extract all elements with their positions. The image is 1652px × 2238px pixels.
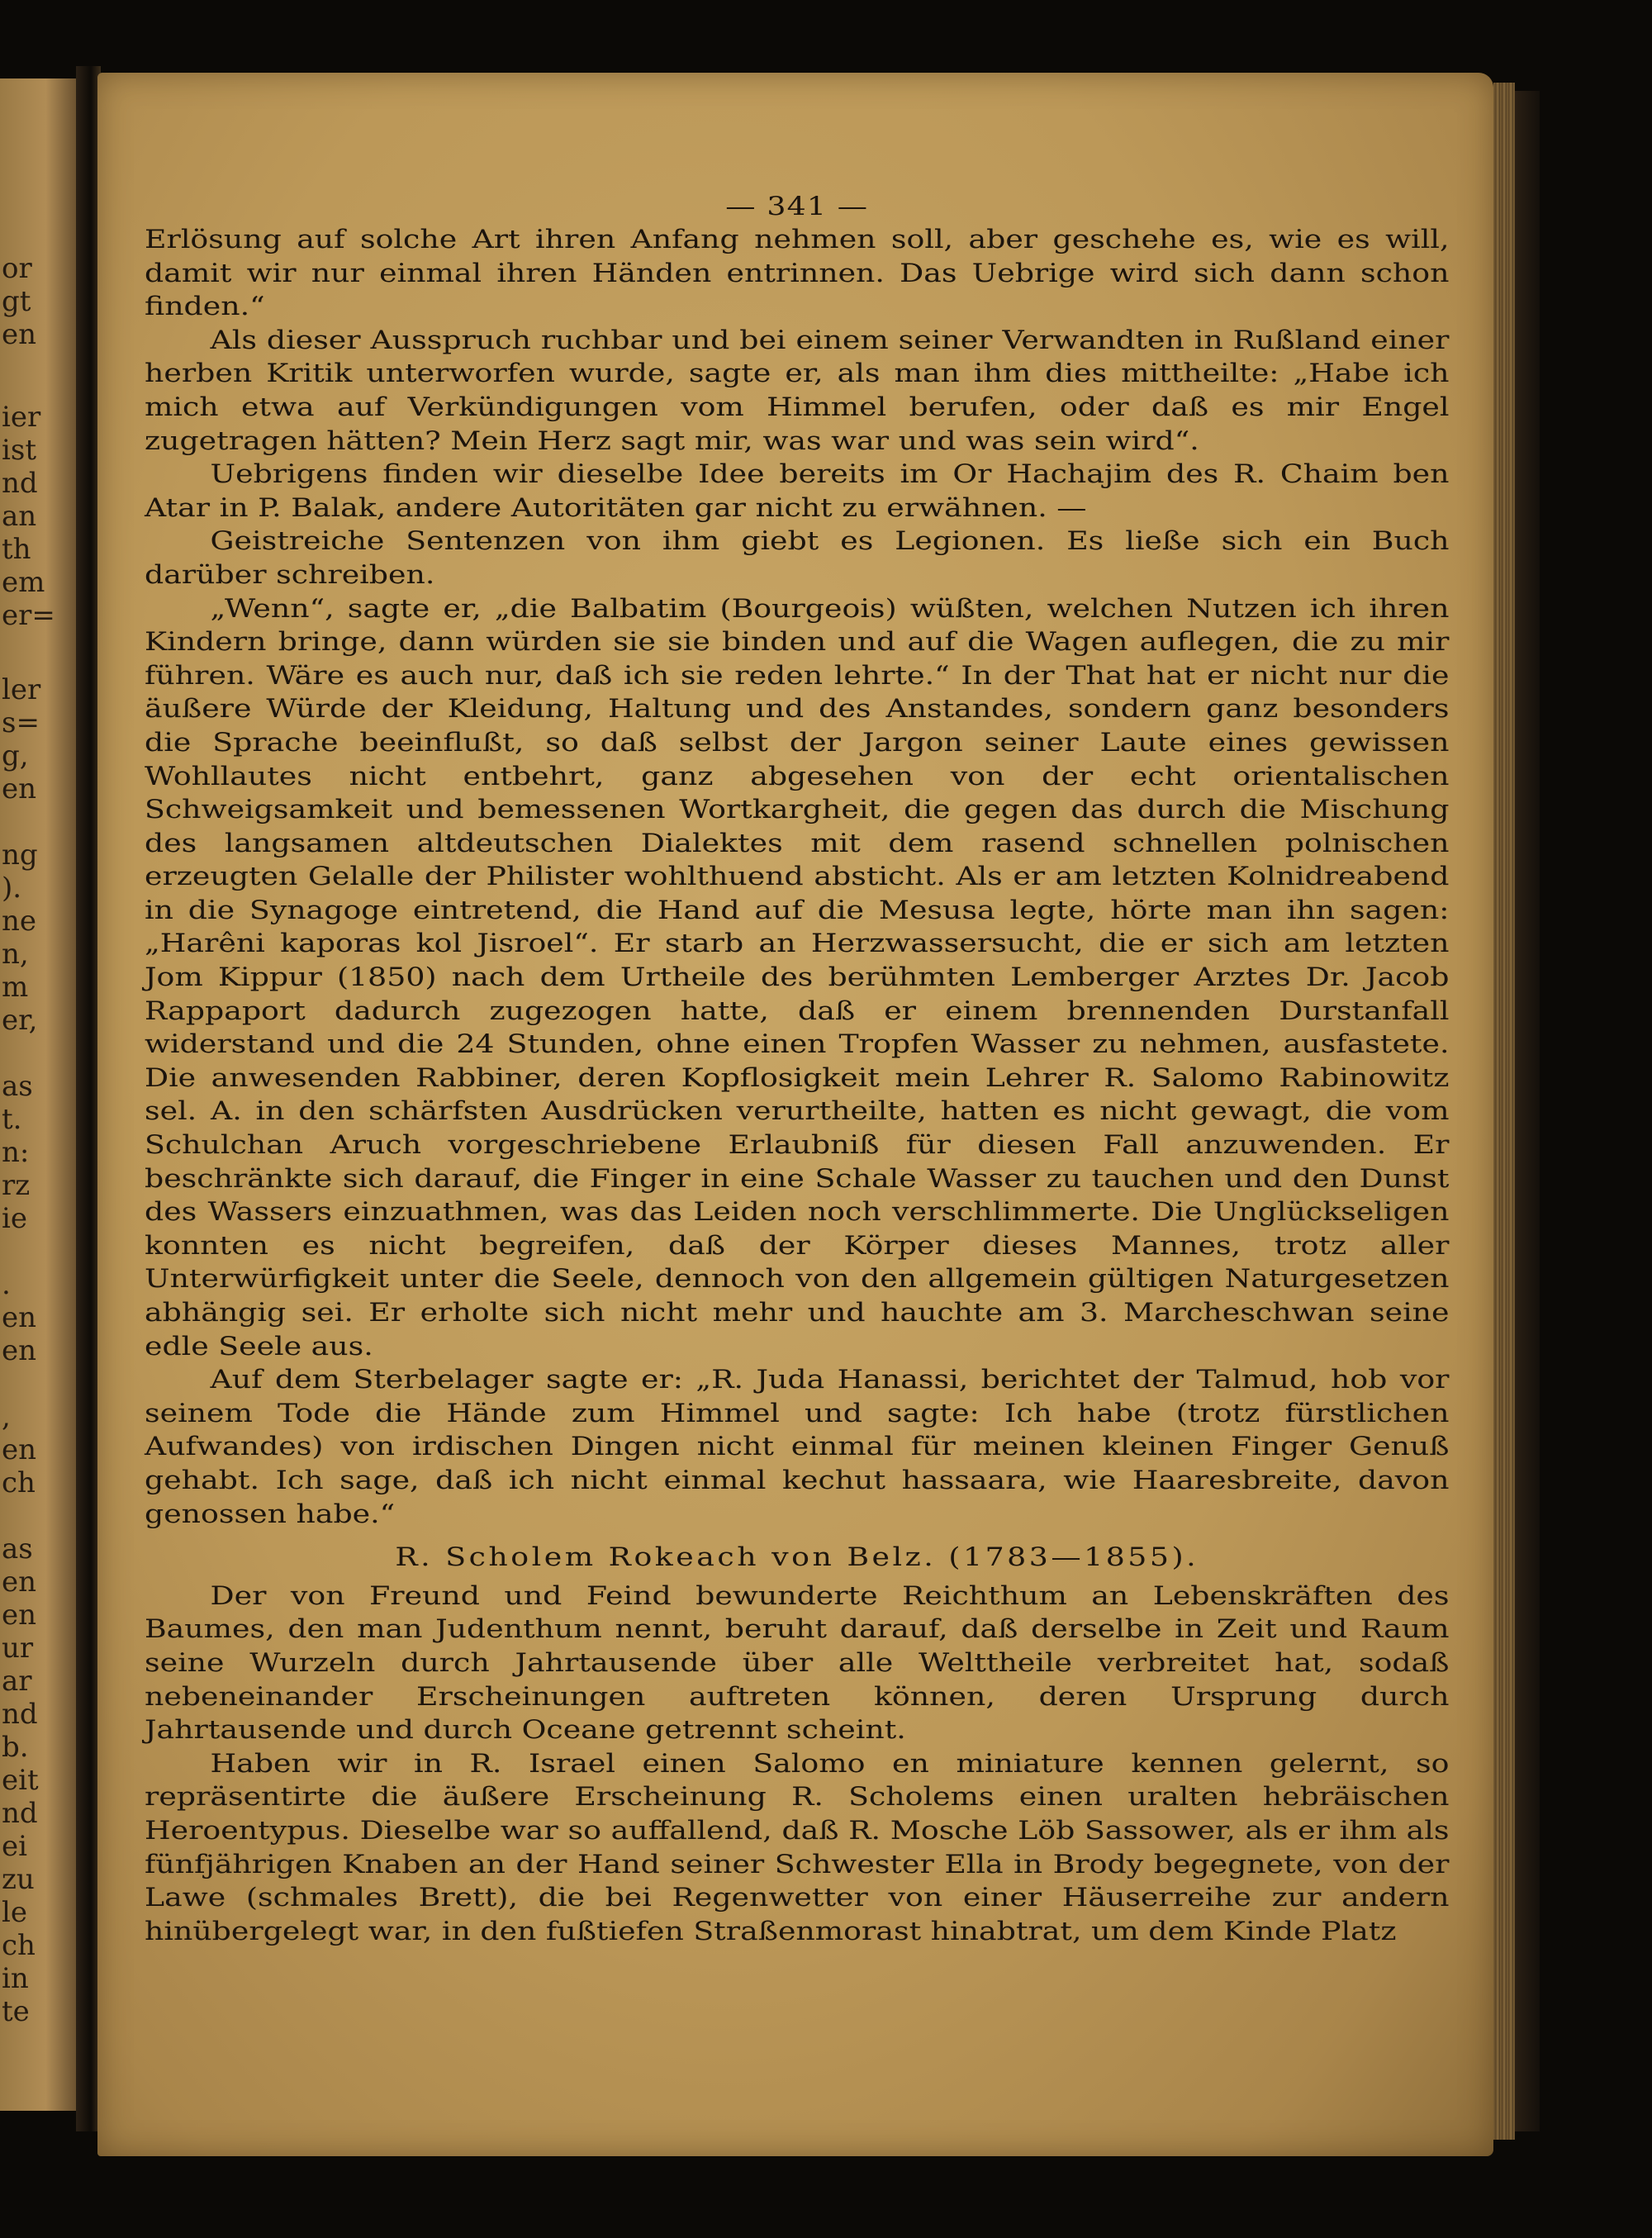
prev-fragment: nd: [2, 1797, 38, 1830]
prev-fragment: t.: [2, 1103, 22, 1136]
prev-fragment: en: [2, 1301, 37, 1334]
prev-fragment: en: [2, 318, 37, 351]
prev-fragment: en: [2, 1334, 37, 1367]
prev-fragment: .: [2, 1268, 11, 1301]
prev-fragment: ei: [2, 1830, 27, 1863]
page-number: — 341 —: [725, 192, 869, 221]
prev-fragment: an: [2, 500, 37, 533]
page-stack-edge: [1493, 83, 1515, 2140]
prev-fragment: en: [2, 1566, 37, 1599]
prev-fragment: en: [2, 1433, 37, 1466]
paragraph: Der von Freund und Feind bewunderte Reichthum an Lebenskräften des Baumes, den man Judenthum nennt, beruht darauf, daß derselbe in Zeit und Raum seine Wurzeln durch Jahrtausende über alle Welttheile verbreitet hat, sodaß nebeneinander Erscheinungen auftreten können, deren Ursprung durch Jahrtausende und durch Oceane getrennt scheint.: [145, 1580, 1450, 1746]
prev-fragment: zu: [2, 1863, 35, 1896]
prev-fragment: rz: [2, 1169, 31, 1202]
prev-fragment: as: [2, 1070, 33, 1103]
paragraph: Auf dem Sterbelager sagte er: „R. Juda Hanassi, berichtet der Talmud, hob vor seinem Tode die Hände zum Himmel und sagte: Ich habe (trotz fürstlichen Aufwandes) von irdischen Dingen nicht einmal für meinen kleinen Finger Genuß gehabt. Ich sage, daß ich nicht einmal kechut hassaara, wie Haaresbreite, davon genossen habe.“: [145, 1365, 1450, 1529]
prev-fragment: n,: [2, 938, 29, 971]
book-cover-edge: [1515, 91, 1540, 2131]
prev-fragment: er=: [2, 599, 55, 632]
prev-fragment: ie: [2, 1202, 27, 1235]
prev-fragment: ar: [2, 1665, 32, 1698]
prev-fragment: g,: [2, 739, 29, 772]
paragraph: Uebrigens finden wir dieselbe Idee bereits im Or Hachajim des R. Chaim ben Atar in P. Balak, andere Autoritäten gar nicht zu erwähnen. —: [145, 459, 1450, 523]
prev-fragment: ist: [2, 434, 36, 467]
prev-fragment: ler: [2, 673, 41, 706]
paragraph: Geistreiche Sentenzen von ihm giebt es Legionen. Es ließe sich ein Buch darüber schreiben.: [145, 526, 1450, 590]
paragraph: Als dieser Ausspruch ruchbar und bei einem seiner Verwandten in Rußland einer herben Kritik unterworfen wurde, sagte er, als man ihm dies mittheilte: „Habe ich mich etwa auf Verkündigungen vom Himmel berufen, oder daß es mir Engel zugetragen hätten? Mein Herz sagt mir, was war und was sein wird“.: [145, 325, 1450, 456]
prev-fragment: eit: [2, 1764, 39, 1797]
prev-fragment: ier: [2, 401, 41, 434]
prev-fragment: er,: [2, 1004, 38, 1037]
prev-fragment: em: [2, 566, 45, 599]
paragraph: „Wenn“, sagte er, „die Balbatim (Bourgeois) wüßten, welchen Nutzen ich ihren Kindern bringe, dann würden sie sie binden und auf die Wagen auflegen, die zu mir führen. Wäre es auch nur, daß ich sie reden lehrte.“ In der That hat er nicht nur die äußere Würde der Kleidung, Haltung und des Anstandes, sondern ganz besonders die Sprache beeinflußt, so daß selbst der Jargon seiner Laute eines gewissen Wohllautes nicht entbehrt, ganz abgesehen von der echt orientalischen Schweigsamkeit und bemessenen Wortkargheit, die gegen das durch die Mischung des langsamen altdeutschen Dialektes mit dem rasend schnellen polnischen erzeugten Gelalle der Philister wohlthuend absticht. Als er am letzten Kolnidreabend in die Synagoge eintretend, die Hand auf die Mesusa legte, hörte man ihn sagen: „Harêni kaporas kol Jisroel“. Er starb an Herzwassersucht, die er sich am letzten Jom Kippur (1850) nach dem Urtheile des berühmten Lemberger Arztes Dr. Jacob Rappaport dadurch zugezogen hatte, daß er einem brennenden Durstanfall widerstand und die 24 Stunden, ohne einen Tropfen Wasser zu nehmen, ausfastete. Die anwesenden Rabbiner, deren Kopflosigkeit mein Lehrer R. Salomo Rabinowitz sel. A. in den schärfsten Ausdrücken verurtheilte, hatten es nicht gewagt, die vom Schulchan Aruch vorgeschriebene Erlaubniß für diesen Fall anzuwenden. Er beschränkte sich darauf, die Finger in eine Schale Wasser zu tauchen und den Dunst des Wassers einzuathmen, was das Leiden noch verschlimmerte. Die Unglückseligen konnten es nicht begreifen, daß der Körper dieses Mannes, trotz aller Unterwürfigkeit unter die Seele, dennoch von den allgemein gültigen Naturgesetzen abhängig sei. Er erholte sich nicht mehr und hauchte am 3. Marcheschwan seine edle Seele aus.: [145, 593, 1450, 1361]
prev-fragment: ne: [2, 905, 37, 938]
prev-fragment: le: [2, 1896, 27, 1929]
prev-fragment: m: [2, 971, 29, 1004]
prev-fragment: ch: [2, 1929, 36, 1962]
page-text: [145, 192, 1450, 1948]
paragraph: Haben wir in R. Israel einen Salomo en miniature kennen gelernt, so repräsentirte die äußere Erscheinung R. Scholems einen uralten hebräischen Heroentypus. Dieselbe war so auffallend, daß R. Mosche Löb Sassower, als er ihm als fünfjährigen Knaben an der Hand seiner Schwester Ella in Brody begegnete, von der Lawe (schmales Brett), die bei Regenwetter von einer Häuserreihe zur andern hinübergelegt war, in den fußtiefen Straßenmorast hinabtrat, um dem Kinde Platz: [145, 1748, 1450, 1946]
prev-fragment: or: [2, 252, 32, 285]
prev-fragment: b.: [2, 1731, 29, 1764]
prev-fragment: ch: [2, 1466, 36, 1499]
prev-fragment: as: [2, 1532, 33, 1566]
prev-fragment: ).: [2, 872, 22, 905]
prev-fragment: n:: [2, 1136, 30, 1169]
prev-fragment: ur: [2, 1632, 34, 1665]
prev-fragment: s=: [2, 706, 40, 739]
prev-fragment: th: [2, 533, 31, 566]
prev-fragment: te: [2, 1995, 30, 2028]
prev-fragment: in: [2, 1962, 29, 1995]
prev-fragment: ng: [2, 839, 38, 872]
prev-fragment: nd: [2, 1698, 38, 1731]
section-heading: R. Scholem Rokeach von Belz. (1783—1855).: [395, 1542, 1199, 1573]
prev-fragment: en: [2, 1599, 37, 1632]
prev-fragment: gt: [2, 285, 31, 318]
prev-fragment: en: [2, 772, 37, 805]
paragraph: Erlösung auf solche Art ihren Anfang nehmen soll, aber geschehe es, wie es will, damit wir nur einmal ihren Händen entrinnen. Das Uebrige wird sich dann schon finden.“: [145, 225, 1450, 322]
previous-page-edge: [0, 78, 76, 2111]
prev-fragment: ,: [2, 1400, 11, 1433]
prev-fragment: nd: [2, 467, 38, 500]
